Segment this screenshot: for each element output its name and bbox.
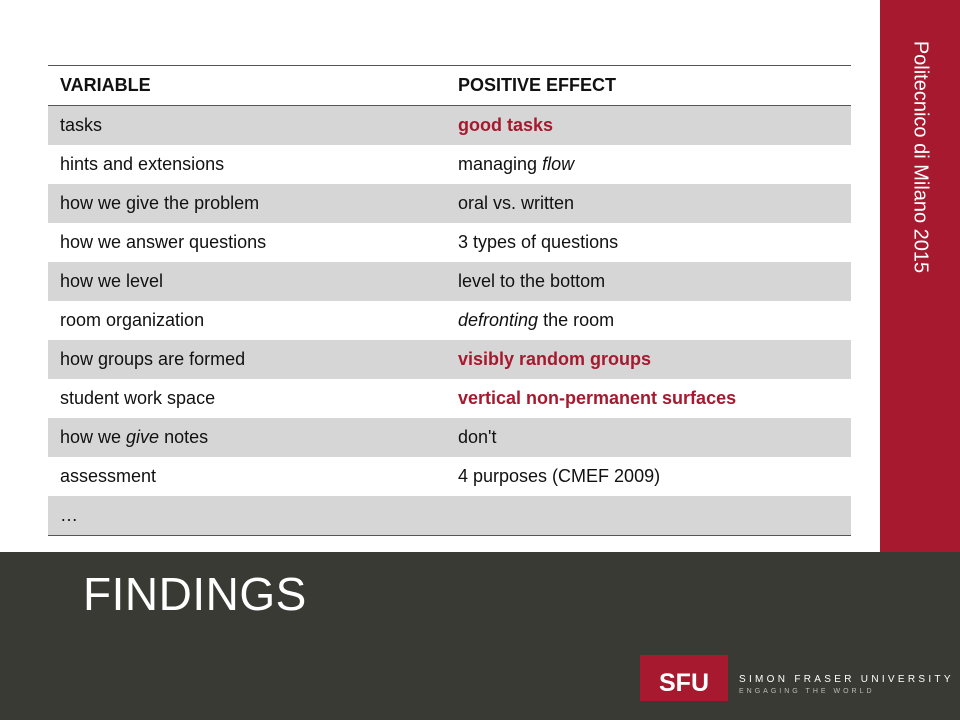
- effect-cell: 3 types of questions: [458, 232, 619, 252]
- variable-cell: [48, 418, 446, 457]
- table-row: [48, 223, 851, 262]
- sidebar-band: [880, 0, 960, 552]
- sidebar-label: Politecnico di Milano 2015: [909, 40, 932, 274]
- header-positive-effect: POSITIVE EFFECT: [446, 66, 851, 106]
- variable-cell: how we level: [60, 271, 164, 291]
- effect-cell-text: defronting the room: [458, 310, 615, 330]
- table-row: [48, 457, 851, 496]
- table-row: [48, 379, 851, 418]
- table-row: [48, 496, 851, 536]
- emphasis-word: flow: [542, 154, 575, 174]
- logo-name: SIMON FRASER UNIVERSITY: [739, 674, 954, 685]
- variable-cell-text: how we give notes: [60, 427, 209, 447]
- table-row: [48, 262, 851, 301]
- effect-cell: visibly random groups: [458, 349, 652, 369]
- effect-cell: good tasks: [458, 115, 554, 135]
- variable-cell: room organization: [60, 310, 205, 330]
- effect-cell: [446, 301, 851, 340]
- table-row: [48, 145, 851, 184]
- effect-cell: 4 purposes (CMEF 2009): [458, 466, 661, 486]
- variable-cell: hints and extensions: [60, 154, 225, 174]
- table-row: [48, 418, 851, 457]
- effect-cell: [446, 145, 851, 184]
- table-row: [48, 301, 851, 340]
- logo-tagline: ENGAGING THE WORLD: [739, 688, 875, 695]
- header-variable: VARIABLE: [48, 66, 446, 106]
- effect-cell: oral vs. written: [458, 193, 575, 213]
- variable-cell: assessment: [60, 466, 157, 486]
- variable-cell: how groups are formed: [60, 349, 246, 369]
- emphasis-word: give: [126, 427, 160, 447]
- variable-cell: tasks: [60, 115, 103, 135]
- logo-abbr: SFU: [659, 669, 709, 697]
- logo-box: [640, 655, 728, 701]
- effect-cell: level to the bottom: [458, 271, 606, 291]
- variable-cell: student work space: [60, 388, 216, 408]
- slide-title: FINDINGS: [83, 568, 307, 620]
- variable-cell: how we answer questions: [60, 232, 267, 252]
- variable-cell: …: [60, 505, 78, 525]
- effect-cell: [446, 496, 851, 536]
- effect-cell: vertical non-permanent surfaces: [458, 388, 737, 408]
- emphasis-word: defronting: [458, 310, 539, 330]
- effect-cell-text: managing flow: [458, 154, 575, 174]
- variable-cell: how we give the problem: [60, 193, 260, 213]
- table-row: [48, 184, 851, 223]
- table-row: [48, 340, 851, 379]
- effect-cell: don't: [458, 427, 497, 447]
- findings-table: [48, 65, 851, 536]
- table-row: [48, 106, 851, 146]
- table-header-row: [48, 66, 851, 106]
- sfu-logo: [640, 655, 954, 701]
